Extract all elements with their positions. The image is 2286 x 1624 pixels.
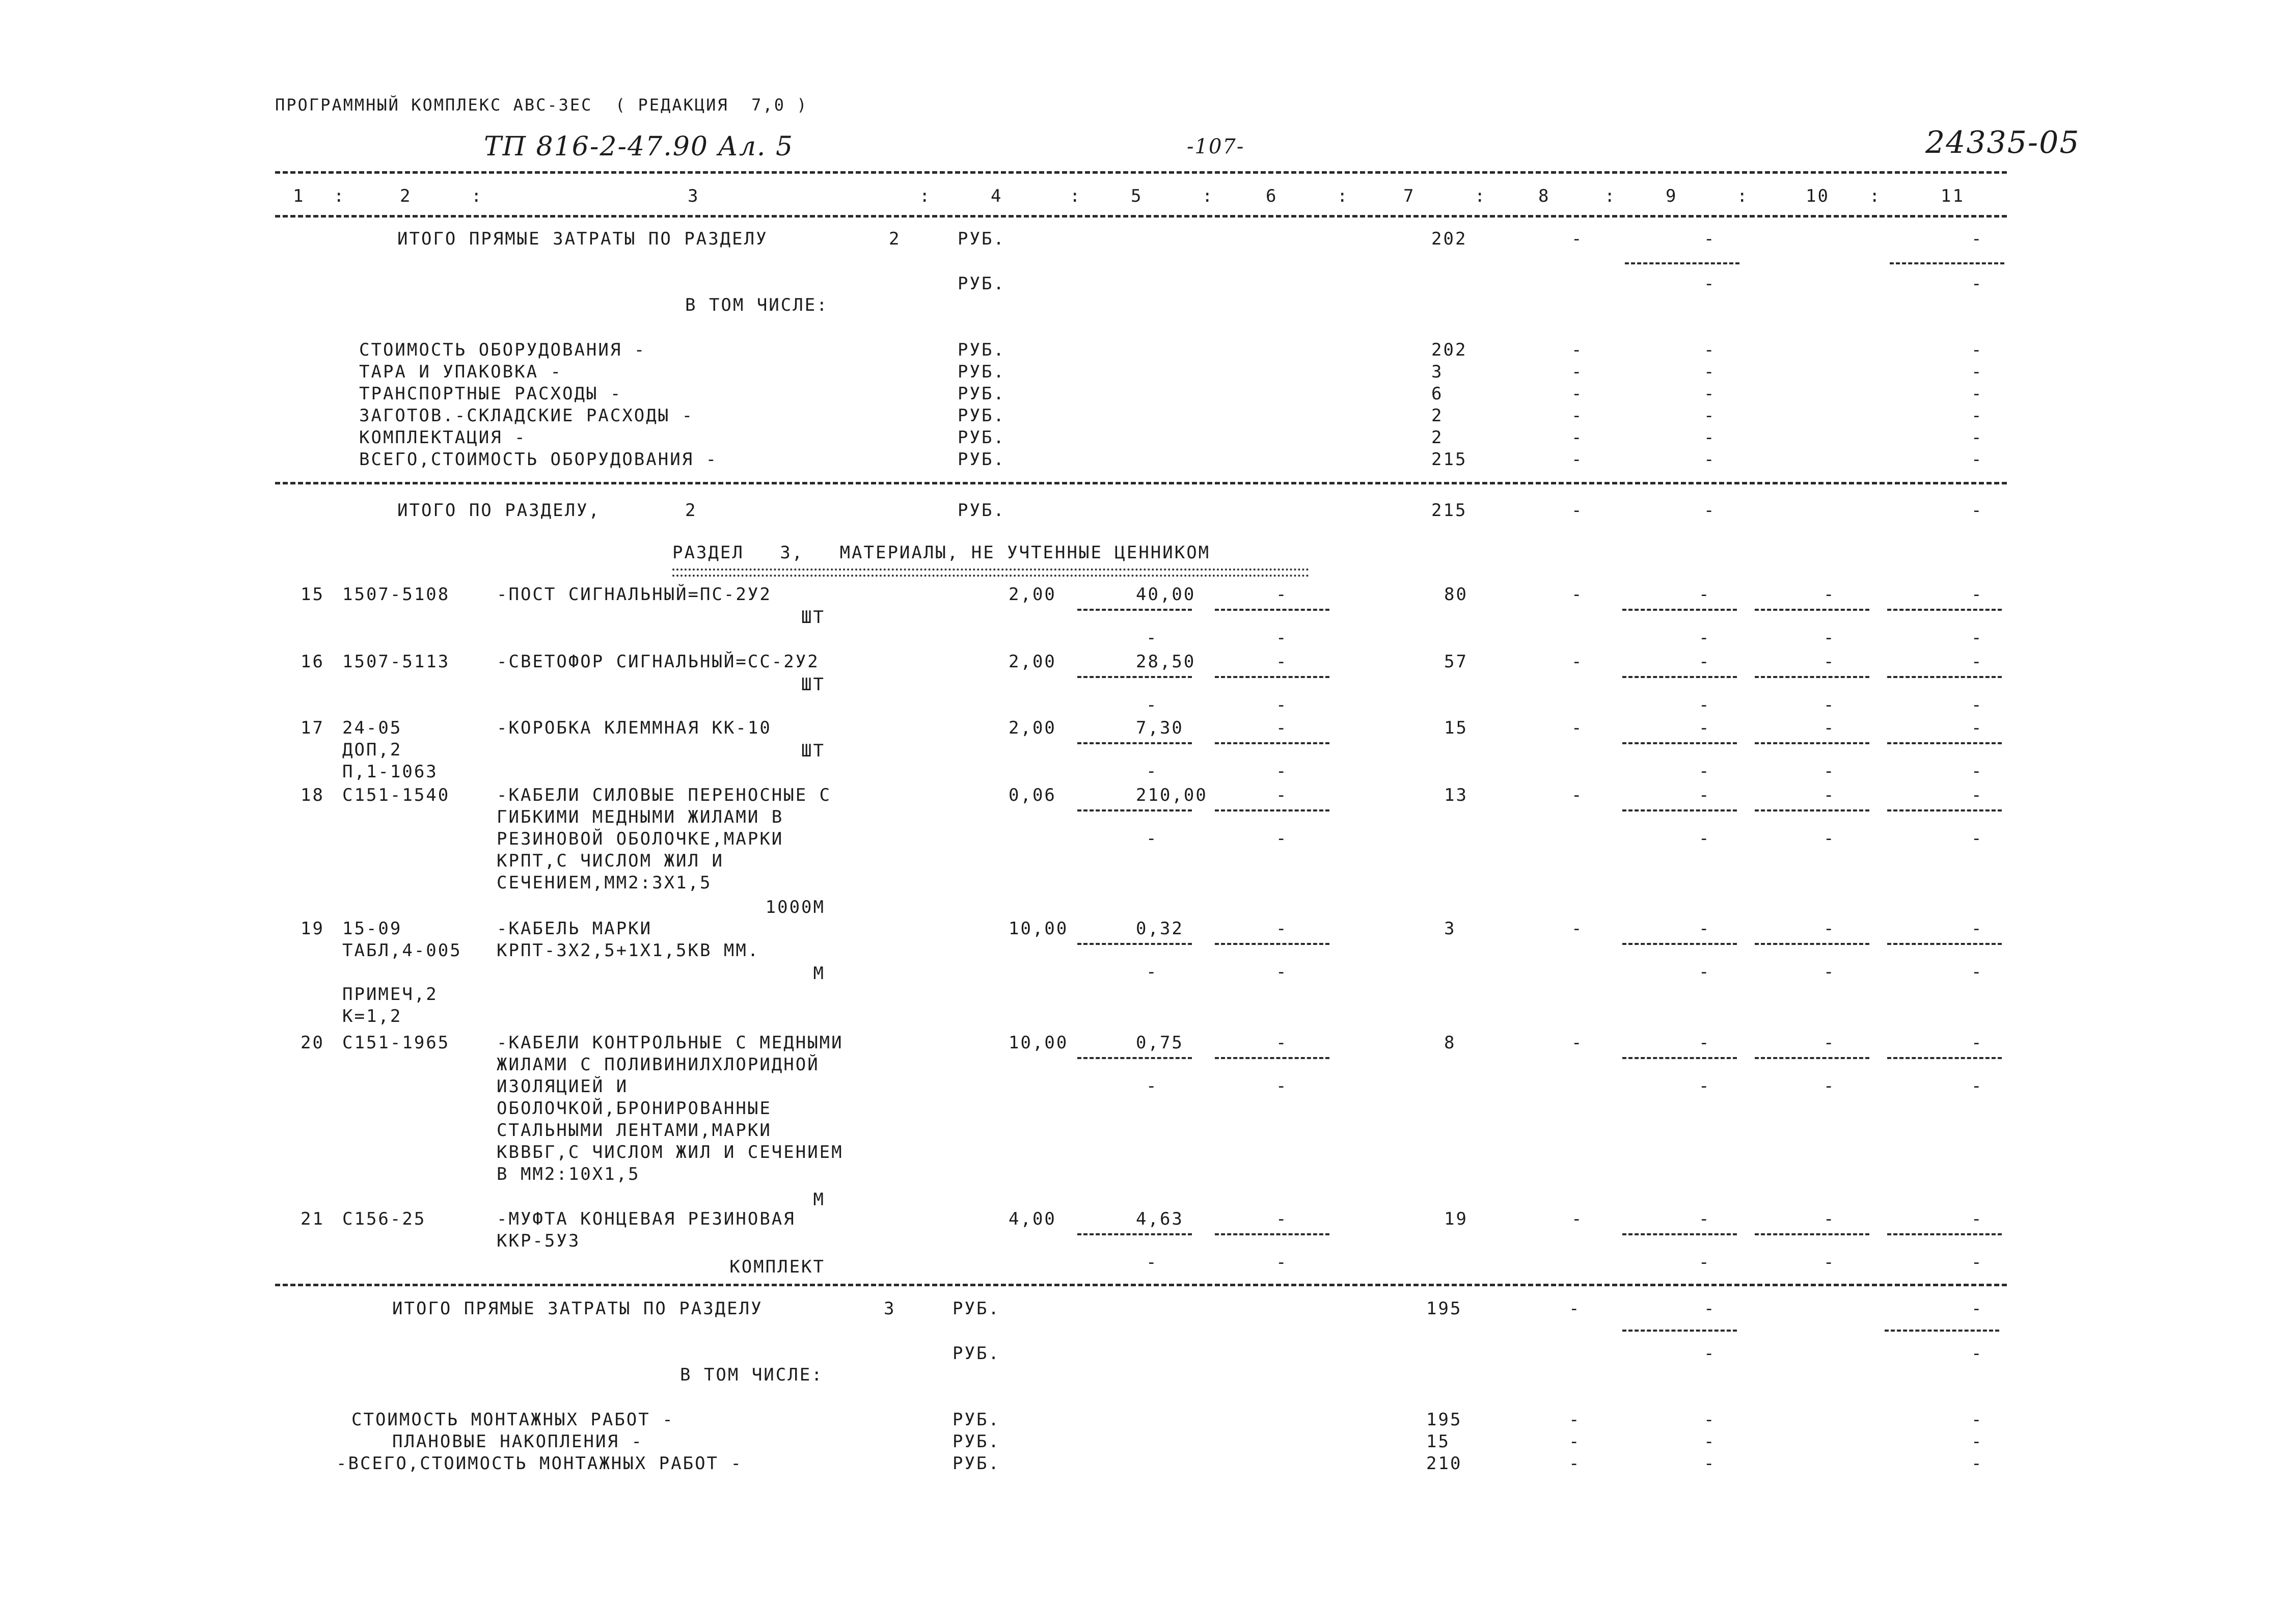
dashed-cell-line: [1215, 809, 1329, 811]
dash-mark: -: [1699, 785, 1711, 805]
s2-item-unit: РУБ.: [958, 449, 1005, 470]
row-name: СЕЧЕНИЕМ,ММ2:3Х1,5: [497, 873, 712, 893]
column-separator: :: [1202, 186, 1214, 206]
s2-item-unit: РУБ.: [958, 340, 1005, 360]
dash-mark: -: [1699, 695, 1711, 715]
dash-mark: -: [1699, 761, 1711, 781]
row-code: ТАБЛ,4-005: [342, 940, 462, 961]
dash-mark: -: [1699, 828, 1711, 849]
dashed-cell-line: [1755, 943, 1869, 945]
dash-mark: -: [1704, 1298, 1716, 1319]
dash-mark: -: [1571, 785, 1584, 805]
dashed-cell-line: [1887, 676, 2002, 678]
row-price: 40,00: [1136, 584, 1196, 605]
s3-item-value: 210: [1426, 1453, 1462, 1474]
row-code: 1507-5113: [342, 652, 450, 672]
column-header-2: 2: [400, 186, 412, 206]
s2-item-unit: РУБ.: [958, 405, 1005, 426]
dashed-cell-line: [1755, 809, 1869, 811]
dashed-cell-line: [1077, 943, 1192, 945]
row-price: 0,32: [1136, 918, 1184, 939]
dashed-cell-line: [1215, 742, 1329, 744]
row-price: 28,50: [1136, 652, 1196, 672]
sheet-id: 24335-05: [1925, 125, 2080, 160]
s2-item-label: ТРАНСПОРТНЫЕ РАСХОДЫ -: [359, 384, 622, 404]
dashed-cell-line: [1887, 809, 2002, 811]
s3-item-unit: РУБ.: [953, 1410, 1000, 1430]
row-code: П,1-1063: [342, 762, 438, 782]
dash-mark: -: [1971, 500, 1983, 521]
s2-rule: [275, 482, 2007, 484]
dash-mark: -: [1276, 828, 1288, 849]
s3-total-line-11: [1885, 1330, 1999, 1332]
dash-mark: -: [1971, 427, 1983, 448]
row-quantity: 2,00: [1009, 718, 1056, 738]
dashed-cell-line: [1077, 742, 1192, 744]
s2-item-value: 215: [1431, 449, 1467, 470]
dash-mark: -: [1704, 500, 1716, 521]
row-code: С151-1965: [342, 1033, 450, 1053]
dash-mark: -: [1276, 761, 1288, 781]
row-name: -КАБЕЛИ СИЛОВЫЕ ПЕРЕНОСНЫЕ С: [497, 785, 832, 805]
dash-mark: -: [1824, 918, 1836, 939]
dashed-cell-line: [1215, 1233, 1329, 1235]
dash-mark: -: [1699, 1209, 1711, 1229]
row-code: ПРИМЕЧ,2: [342, 984, 438, 1005]
dashed-cell-line: [1755, 609, 1869, 611]
s2-rub-2: РУБ.: [958, 274, 1005, 294]
dashed-cell-line: [1077, 1057, 1192, 1059]
s2-item-unit: РУБ.: [958, 362, 1005, 382]
dash-mark: -: [1824, 1076, 1836, 1096]
s2-section-total-value: 215: [1431, 500, 1467, 521]
dash-mark: -: [1276, 652, 1288, 672]
dash-mark: -: [1971, 1431, 1983, 1452]
row-name: В ММ2:10Х1,5: [497, 1164, 640, 1184]
s2-total-direct-label: ИТОГО ПРЯМЫЕ ЗАТРАТЫ ПО РАЗДЕЛУ: [397, 229, 768, 249]
row-price: 210,00: [1136, 785, 1208, 805]
column-separator: :: [1604, 186, 1617, 206]
s2-item-label: ЗАГОТОВ.-СКЛАДСКИЕ РАСХОДЫ -: [359, 405, 694, 426]
row-name: ЖИЛАМИ С ПОЛИВИНИЛХЛОРИДНОЙ: [497, 1054, 820, 1075]
s3-rub-2: РУБ.: [953, 1343, 1000, 1364]
dashed-cell-line: [1622, 1057, 1737, 1059]
row-name: ККР-5У3: [497, 1231, 581, 1251]
dash-mark: -: [1704, 1410, 1716, 1430]
dash-mark: -: [1571, 427, 1584, 448]
dash-mark: -: [1824, 828, 1836, 849]
row-code: 15-09: [342, 918, 402, 939]
dash-mark: -: [1276, 1209, 1288, 1229]
dash-mark: -: [1276, 718, 1288, 738]
row-total: 19: [1444, 1209, 1468, 1229]
row-total: 8: [1444, 1033, 1456, 1053]
doc-code: ТП 816-2-47.90 Ал. 5: [484, 131, 794, 162]
row-name: ГИБКИМИ МЕДНЫМИ ЖИЛАМИ В: [497, 807, 784, 827]
s3-title: РАЗДЕЛ 3, МАТЕРИАЛЫ, НЕ УЧТЕННЫЕ ЦЕННИКОМ: [672, 543, 1211, 563]
row-quantity: 4,00: [1009, 1209, 1056, 1229]
row-name: СТАЛЬНЫМИ ЛЕНТАМИ,МАРКИ: [497, 1120, 772, 1141]
s2-total-direct-num: 2: [889, 229, 901, 249]
row-code: К=1,2: [342, 1006, 402, 1026]
dash-mark: -: [1571, 229, 1584, 249]
dashed-cell-line: [1887, 1057, 2002, 1059]
row-code: С151-1540: [342, 785, 450, 805]
dash-mark: -: [1971, 1209, 1983, 1229]
dash-mark: -: [1699, 718, 1711, 738]
s3-total-direct-num: 3: [884, 1298, 896, 1319]
column-separator: :: [1869, 186, 1882, 206]
dash-mark: -: [1276, 1076, 1288, 1096]
row-price: 0,75: [1136, 1033, 1184, 1053]
dash-mark: -: [1571, 340, 1584, 360]
s2-total-value: 202: [1431, 229, 1467, 249]
dash-mark: -: [1571, 918, 1584, 939]
dash-mark: -: [1704, 1431, 1716, 1452]
row-quantity: 0,06: [1009, 785, 1056, 805]
row-price: 7,30: [1136, 718, 1184, 738]
row-number: 16: [301, 652, 324, 672]
column-header-4: 4: [991, 186, 1003, 206]
dash-mark: -: [1824, 1209, 1836, 1229]
dash-mark: -: [1699, 962, 1711, 982]
dash-mark: -: [1146, 628, 1158, 648]
s2-item-unit: РУБ.: [958, 384, 1005, 404]
dash-mark: -: [1276, 584, 1288, 605]
s3-total-direct-label: ИТОГО ПРЯМЫЕ ЗАТРАТЫ ПО РАЗДЕЛУ: [392, 1298, 763, 1319]
dash-mark: -: [1569, 1453, 1581, 1474]
dash-mark: -: [1971, 718, 1983, 738]
row-name: -СВЕТОФОР СИГНАЛЬНЫЙ=СС-2У2: [497, 652, 820, 672]
dashed-cell-line: [1215, 943, 1329, 945]
dashed-cell-line: [1622, 943, 1737, 945]
s3-rule: [275, 1284, 2007, 1286]
dash-mark: -: [1971, 340, 1983, 360]
s3-item-unit: РУБ.: [953, 1453, 1000, 1474]
row-name: -КОРОБКА КЛЕММНАЯ КК-10: [497, 718, 772, 738]
column-separator: :: [1337, 186, 1349, 206]
dash-mark: -: [1824, 1033, 1836, 1053]
dash-mark: -: [1699, 1252, 1711, 1273]
s3-title-underline-1: [672, 569, 1309, 571]
dash-mark: -: [1971, 785, 1983, 805]
s3-item-label: -ВСЕГО,СТОИМОСТЬ МОНТАЖНЫХ РАБОТ -: [336, 1453, 743, 1474]
dash-mark: -: [1146, 962, 1158, 982]
column-header-7: 7: [1403, 186, 1416, 206]
dash-mark: -: [1824, 785, 1836, 805]
dash-mark: -: [1276, 628, 1288, 648]
dashed-cell-line: [1622, 809, 1737, 811]
dashed-cell-line: [1077, 676, 1192, 678]
dash-mark: -: [1971, 584, 1983, 605]
row-number: 19: [301, 918, 324, 939]
s3-item-unit: РУБ.: [953, 1431, 1000, 1452]
dash-mark: -: [1971, 362, 1983, 382]
row-unit: ШТ: [801, 741, 825, 761]
column-header-6: 6: [1266, 186, 1278, 206]
s3-item-value: 15: [1426, 1431, 1450, 1452]
row-name: КРПТ-3Х2,5+1Х1,5КВ ММ.: [497, 940, 760, 961]
s3-total-value: 195: [1426, 1298, 1462, 1319]
dash-mark: -: [1704, 340, 1716, 360]
row-quantity: 2,00: [1009, 584, 1056, 605]
row-unit: М: [813, 963, 825, 984]
row-name: КВВБГ,С ЧИСЛОМ ЖИЛ И СЕЧЕНИЕМ: [497, 1142, 843, 1162]
row-price: 4,63: [1136, 1209, 1184, 1229]
dash-mark: -: [1146, 695, 1158, 715]
column-header-5: 5: [1131, 186, 1143, 206]
s2-item-label: КОМПЛЕКТАЦИЯ -: [359, 427, 527, 448]
header-rule-bottom: [275, 215, 2007, 218]
dashed-cell-line: [1755, 742, 1869, 744]
s3-item-label: ПЛАНОВЫЕ НАКОПЛЕНИЯ -: [392, 1431, 643, 1452]
dashed-cell-line: [1077, 809, 1192, 811]
column-separator: :: [1475, 186, 1487, 206]
dash-mark: -: [1571, 584, 1584, 605]
dash-mark: -: [1699, 918, 1711, 939]
dash-mark: -: [1704, 362, 1716, 382]
s2-item-unit: РУБ.: [958, 427, 1005, 448]
s2-item-label: ТАРА И УПАКОВКА -: [359, 362, 562, 382]
dash-mark: -: [1704, 384, 1716, 404]
dash-mark: -: [1704, 427, 1716, 448]
dash-mark: -: [1276, 695, 1288, 715]
s2-section-total-label: ИТОГО ПО РАЗДЕЛУ,: [397, 500, 601, 521]
s2-total-line-9: [1625, 262, 1739, 264]
dashed-cell-line: [1755, 676, 1869, 678]
dash-mark: -: [1699, 584, 1711, 605]
s2-item-label: ВСЕГО,СТОИМОСТЬ ОБОРУДОВАНИЯ -: [359, 449, 718, 470]
dash-mark: -: [1704, 1343, 1716, 1364]
row-unit: КОМПЛЕКТ: [729, 1257, 825, 1277]
dash-mark: -: [1571, 449, 1584, 470]
s2-item-value: 202: [1431, 340, 1467, 360]
column-header-3: 3: [688, 186, 700, 206]
row-unit: М: [813, 1189, 825, 1210]
dash-mark: -: [1824, 718, 1836, 738]
row-quantity: 2,00: [1009, 652, 1056, 672]
dash-mark: -: [1971, 1076, 1983, 1096]
dash-mark: -: [1276, 1252, 1288, 1273]
row-name: -ПОСТ СИГНАЛЬНЫЙ=ПС-2У2: [497, 584, 772, 605]
column-separator: :: [1070, 186, 1082, 206]
dashed-cell-line: [1077, 1233, 1192, 1235]
s2-item-label: СТОИМОСТЬ ОБОРУДОВАНИЯ -: [359, 340, 646, 360]
dash-mark: -: [1571, 652, 1584, 672]
dash-mark: -: [1824, 1252, 1836, 1273]
row-number: 21: [301, 1209, 324, 1229]
dash-mark: -: [1971, 1298, 1983, 1319]
dashed-cell-line: [1077, 609, 1192, 611]
row-number: 15: [301, 584, 324, 605]
row-code: ДОП,2: [342, 740, 402, 760]
dash-mark: -: [1824, 761, 1836, 781]
dash-mark: -: [1971, 274, 1983, 294]
dash-mark: -: [1824, 584, 1836, 605]
dash-mark: -: [1971, 695, 1983, 715]
column-separator: :: [1737, 186, 1749, 206]
dash-mark: -: [1704, 405, 1716, 426]
row-name: -КАБЕЛИ КОНТРОЛЬНЫЕ С МЕДНЫМИ: [497, 1033, 843, 1053]
s3-total-line-9: [1622, 1330, 1737, 1332]
dash-mark: -: [1146, 1076, 1158, 1096]
dashed-cell-line: [1755, 1233, 1869, 1235]
dash-mark: -: [1971, 918, 1983, 939]
dash-mark: -: [1571, 500, 1584, 521]
dash-mark: -: [1971, 628, 1983, 648]
row-total: 80: [1444, 584, 1468, 605]
dashed-cell-line: [1215, 609, 1329, 611]
dash-mark: -: [1824, 695, 1836, 715]
dash-mark: -: [1276, 1033, 1288, 1053]
row-name: ОБОЛОЧКОЙ,БРОНИРОВАННЫЕ: [497, 1098, 772, 1119]
dash-mark: -: [1824, 652, 1836, 672]
dash-mark: -: [1971, 384, 1983, 404]
dash-mark: -: [1571, 362, 1584, 382]
dash-mark: -: [1569, 1431, 1581, 1452]
dash-mark: -: [1704, 449, 1716, 470]
row-number: 17: [301, 718, 324, 738]
dash-mark: -: [1571, 718, 1584, 738]
dash-mark: -: [1971, 761, 1983, 781]
row-total: 15: [1444, 718, 1468, 738]
dash-mark: -: [1704, 274, 1716, 294]
dash-mark: -: [1824, 962, 1836, 982]
column-header-8: 8: [1538, 186, 1550, 206]
row-name: РЕЗИНОВОЙ ОБОЛОЧКЕ,МАРКИ: [497, 829, 784, 849]
row-unit: ШТ: [801, 674, 825, 695]
dash-mark: -: [1146, 1252, 1158, 1273]
dash-mark: -: [1704, 229, 1716, 249]
dash-mark: -: [1571, 1033, 1584, 1053]
dashed-cell-line: [1215, 676, 1329, 678]
page-number: -107-: [1187, 135, 1245, 158]
row-unit: ШТ: [801, 607, 825, 628]
dash-mark: -: [1971, 962, 1983, 982]
dash-mark: -: [1971, 229, 1983, 249]
row-name: КРПТ,С ЧИСЛОМ ЖИЛ И: [497, 851, 724, 871]
s3-item-value: 195: [1426, 1410, 1462, 1430]
dash-mark: -: [1824, 628, 1836, 648]
s2-rub-1: РУБ.: [958, 229, 1005, 249]
dash-mark: -: [1971, 828, 1983, 849]
dash-mark: -: [1971, 1033, 1983, 1053]
dash-mark: -: [1276, 785, 1288, 805]
dashed-cell-line: [1622, 1233, 1737, 1235]
s2-item-value: 3: [1431, 362, 1444, 382]
header-rule-top: [275, 171, 2007, 174]
dash-mark: -: [1971, 405, 1983, 426]
s3-rub-1: РУБ.: [953, 1298, 1000, 1319]
s2-item-value: 2: [1431, 405, 1444, 426]
row-total: 3: [1444, 918, 1456, 939]
row-unit: 1000М: [765, 897, 825, 917]
dash-mark: -: [1571, 1209, 1584, 1229]
s2-item-value: 2: [1431, 427, 1444, 448]
row-total: 57: [1444, 652, 1468, 672]
dash-mark: -: [1146, 761, 1158, 781]
s2-including: В ТОМ ЧИСЛЕ:: [685, 295, 829, 315]
dashed-cell-line: [1622, 676, 1737, 678]
s3-title-underline-2: [672, 575, 1309, 577]
dashed-cell-line: [1622, 609, 1737, 611]
column-separator: :: [334, 186, 346, 206]
dash-mark: -: [1699, 1076, 1711, 1096]
row-quantity: 10,00: [1009, 918, 1069, 939]
dash-mark: -: [1699, 652, 1711, 672]
dash-mark: -: [1571, 405, 1584, 426]
dash-mark: -: [1971, 1410, 1983, 1430]
s3-including: В ТОМ ЧИСЛЕ:: [680, 1365, 824, 1385]
dash-mark: -: [1971, 1453, 1983, 1474]
row-name: ИЗОЛЯЦИЕЙ И: [497, 1076, 629, 1097]
s2-total-line-11: [1890, 262, 2004, 264]
s2-section-total-unit: РУБ.: [958, 500, 1005, 521]
s3-item-label: СТОИМОСТЬ МОНТАЖНЫХ РАБОТ -: [351, 1410, 674, 1430]
s2-section-total-num: 2: [685, 500, 697, 521]
dash-mark: -: [1569, 1298, 1581, 1319]
dash-mark: -: [1276, 962, 1288, 982]
row-number: 20: [301, 1033, 324, 1053]
dash-mark: -: [1971, 652, 1983, 672]
row-code: С156-25: [342, 1209, 426, 1229]
dash-mark: -: [1571, 384, 1584, 404]
row-code: 1507-5108: [342, 584, 450, 605]
dashed-cell-line: [1887, 1233, 2002, 1235]
column-header-9: 9: [1666, 186, 1678, 206]
s2-item-value: 6: [1431, 384, 1444, 404]
column-header-1: 1: [293, 186, 305, 206]
dash-mark: -: [1704, 1453, 1716, 1474]
dashed-cell-line: [1887, 742, 2002, 744]
dashed-cell-line: [1622, 742, 1737, 744]
column-separator: :: [471, 186, 483, 206]
dashed-cell-line: [1215, 1057, 1329, 1059]
row-number: 18: [301, 785, 324, 805]
column-separator: :: [919, 186, 932, 206]
dash-mark: -: [1569, 1410, 1581, 1430]
dash-mark: -: [1971, 449, 1983, 470]
dashed-cell-line: [1887, 609, 2002, 611]
column-header-10: 10: [1806, 186, 1830, 206]
row-code: 24-05: [342, 718, 402, 738]
program-header: ПРОГРАММНЫЙ КОМПЛЕКС АВС-3ЕС ( РЕДАКЦИЯ 7,0 ): [275, 95, 808, 115]
dashed-cell-line: [1887, 943, 2002, 945]
row-total: 13: [1444, 785, 1468, 805]
dash-mark: -: [1146, 828, 1158, 849]
dash-mark: -: [1699, 628, 1711, 648]
row-quantity: 10,00: [1009, 1033, 1069, 1053]
dashed-cell-line: [1755, 1057, 1869, 1059]
row-name: -МУФТА КОНЦЕВАЯ РЕЗИНОВАЯ: [497, 1209, 796, 1229]
dash-mark: -: [1699, 1033, 1711, 1053]
dash-mark: -: [1971, 1343, 1983, 1364]
column-header-11: 11: [1941, 186, 1965, 206]
row-name: -КАБЕЛЬ МАРКИ: [497, 918, 652, 939]
dash-mark: -: [1276, 918, 1288, 939]
dash-mark: -: [1971, 1252, 1983, 1273]
